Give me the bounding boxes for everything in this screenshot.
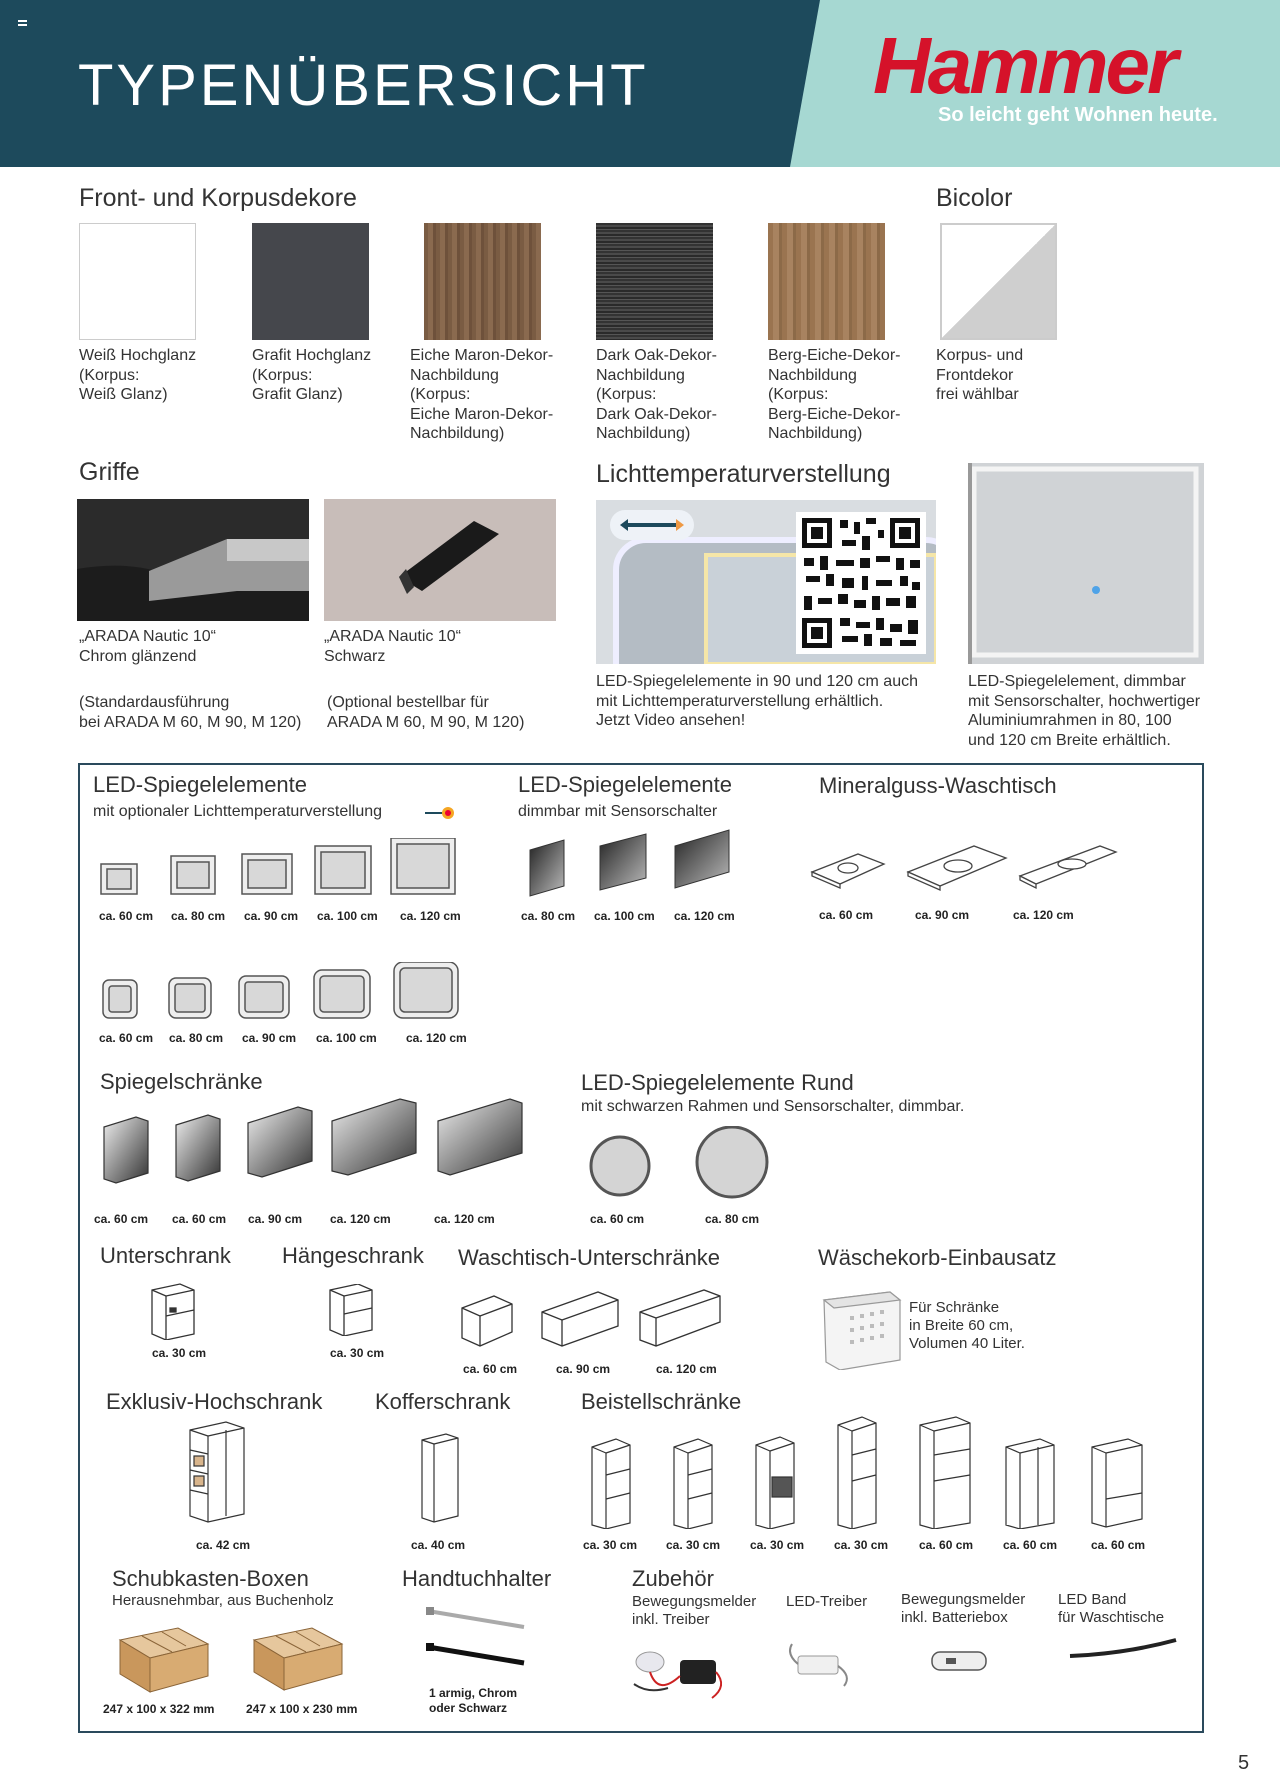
swatch-dark-oak bbox=[596, 223, 713, 340]
size-label: ca. 90 cm bbox=[242, 1031, 297, 1045]
size-label: ca. 80 cm bbox=[521, 909, 576, 923]
schubkasten-title: Schubkasten-Boxen bbox=[112, 1566, 309, 1591]
size-label: ca. 80 cm bbox=[171, 909, 226, 923]
unterschrank-title: Unterschrank bbox=[100, 1243, 231, 1268]
size-label: ca. 120 cm bbox=[656, 1362, 717, 1376]
kofferschrank-icon bbox=[420, 1432, 460, 1524]
griff-schwarz-photo bbox=[324, 499, 556, 621]
bewegungsmelder-batteriebox-icon bbox=[928, 1648, 992, 1676]
size-label: ca. 120 cm bbox=[406, 1031, 467, 1045]
led2-title: LED-Spiegelelemente bbox=[518, 772, 733, 797]
size-label: ca. 60 cm bbox=[463, 1362, 518, 1376]
rund-subtitle: mit schwarzen Rahmen und Sensorschalter, dimmbar. bbox=[581, 1098, 965, 1115]
dekor-label: Weiß Hochglanz (Korpus: Weiß Glanz) bbox=[79, 347, 197, 403]
slogan: So leicht geht Wohnen heute. bbox=[938, 104, 1218, 126]
bewegungsmelder-treiber-icon bbox=[628, 1636, 732, 1704]
led-spiegel-text: LED-Spiegelelement, dimmbar mit Sensorschalter, hochwertiger Aluminiumrahmen in 80, 100 und 120 cm Breite erhältlich. bbox=[968, 673, 1201, 749]
size-label: ca. 30 cm bbox=[330, 1346, 385, 1360]
size-label: ca. 30 cm bbox=[834, 1538, 889, 1552]
haengeschrank-title: Hängeschrank bbox=[282, 1243, 424, 1268]
griff-label: „ARADA Nautic 10“ Chrom glänzend bbox=[79, 628, 216, 665]
size-label: ca. 120 cm bbox=[330, 1212, 391, 1226]
led-treiber-icon bbox=[784, 1640, 854, 1690]
zubehoer-item: Bewegungsmelder inkl. Treiber bbox=[632, 1593, 757, 1628]
led2-mirrors bbox=[528, 828, 733, 898]
bicolor-title: Bicolor bbox=[936, 184, 1013, 212]
led1-row2-mirrors bbox=[96, 962, 476, 1024]
led1-row1-mirrors bbox=[96, 838, 476, 900]
menu-icon[interactable] bbox=[18, 20, 27, 26]
hammer-logo: Hammer bbox=[873, 21, 1176, 110]
size-label: ca. 60 cm bbox=[1003, 1538, 1058, 1552]
size-label: ca. 60 cm bbox=[94, 1212, 149, 1226]
mineral-waschtisch-icons bbox=[810, 838, 1122, 894]
size-label: ca. 100 cm bbox=[316, 1031, 377, 1045]
griff-chrom-photo bbox=[77, 499, 309, 621]
size-label: ca. 90 cm bbox=[556, 1362, 611, 1376]
beistell-title: Beistellschränke bbox=[581, 1389, 742, 1414]
page-number: 5 bbox=[1238, 1752, 1250, 1774]
size-label: ca. 30 cm bbox=[750, 1538, 805, 1552]
hochschrank-title: Exklusiv-Hochschrank bbox=[106, 1389, 323, 1414]
spiegelschrank-icons bbox=[98, 1097, 528, 1187]
size-label: ca. 120 cm bbox=[1013, 908, 1074, 922]
waeschekorb-icon bbox=[820, 1290, 904, 1370]
griff-label: „ARADA Nautic 10“ Schwarz bbox=[324, 628, 461, 665]
size-label: ca. 60 cm bbox=[1091, 1538, 1146, 1552]
swatch-weiss bbox=[79, 223, 196, 340]
griffe-title: Griffe bbox=[79, 458, 140, 486]
bicolor-label: Korpus- und Frontdekor frei wählbar bbox=[936, 347, 1024, 403]
unterschrank-icon bbox=[150, 1282, 196, 1340]
griff-note: (Standardausführung bei ARADA M 60, M 90, M 120) bbox=[79, 694, 302, 731]
size-label: ca. 40 cm bbox=[411, 1538, 466, 1552]
size-label: ca. 90 cm bbox=[248, 1212, 303, 1226]
size-label: ca. 42 cm bbox=[196, 1538, 251, 1552]
schubkasten-subtitle: Herausnehmbar, aus Buchenholz bbox=[112, 1592, 334, 1609]
haengeschrank-icon bbox=[328, 1284, 374, 1336]
size-label: ca. 120 cm bbox=[434, 1212, 495, 1226]
swatch-berg-eiche bbox=[768, 223, 885, 340]
handtuch-text: 1 armig, Chrom oder Schwarz bbox=[429, 1686, 518, 1715]
dekore-title: Front- und Korpusdekore bbox=[79, 184, 357, 212]
rund-mirror-icons bbox=[588, 1126, 770, 1202]
waeschekorb-text: Für Schränke in Breite 60 cm, Volumen 40 Liter. bbox=[909, 1299, 1025, 1352]
size-label: ca. 30 cm bbox=[666, 1538, 721, 1552]
light-temperature-icon bbox=[421, 805, 455, 821]
size-label: 247 x 100 x 322 mm bbox=[103, 1702, 215, 1716]
size-label: ca. 30 cm bbox=[583, 1538, 638, 1552]
size-label: ca. 60 cm bbox=[172, 1212, 227, 1226]
zubehoer-item: Bewegungsmelder inkl. Batteriebox bbox=[901, 1591, 1026, 1626]
size-label: ca. 60 cm bbox=[99, 909, 154, 923]
swatch-grafit bbox=[252, 223, 369, 340]
zubehoer-item: LED-Treiber bbox=[786, 1593, 868, 1610]
zubehoer-item: LED Band für Waschtische bbox=[1058, 1591, 1165, 1626]
size-label: ca. 80 cm bbox=[169, 1031, 224, 1045]
mineral-title: Mineralguss-Waschtisch bbox=[819, 773, 1057, 798]
size-label: ca. 60 cm bbox=[590, 1212, 645, 1226]
dekor-label: Grafit Hochglanz (Korpus: Grafit Glanz) bbox=[252, 347, 372, 403]
dekor-label: Eiche Maron-Dekor- Nachbildung (Korpus: Eiche Maron-Dekor- Nachbildung) bbox=[410, 347, 554, 442]
size-label: ca. 120 cm bbox=[400, 909, 461, 923]
kofferschrank-title: Kofferschrank bbox=[375, 1389, 511, 1414]
dekor-label: Dark Oak-Dekor- Nachbildung (Korpus: Dark Oak-Dekor- Nachbildung) bbox=[596, 347, 717, 442]
size-label: ca. 80 cm bbox=[705, 1212, 760, 1226]
handtuchhalter-icon bbox=[424, 1605, 530, 1675]
size-label: ca. 90 cm bbox=[244, 909, 299, 923]
size-label: ca. 30 cm bbox=[152, 1346, 207, 1360]
beistellschrank-icons bbox=[586, 1415, 1166, 1529]
waeschekorb-title: Wäschekorb-Einbausatz bbox=[818, 1245, 1057, 1270]
handtuch-title: Handtuchhalter bbox=[402, 1566, 552, 1591]
size-label: ca. 100 cm bbox=[594, 909, 655, 923]
led1-title: LED-Spiegelelemente bbox=[93, 772, 308, 797]
rund-title: LED-Spiegelelemente Rund bbox=[581, 1070, 854, 1095]
griff-note: (Optional bestellbar für ARADA M 60, M 90, M 120) bbox=[327, 694, 525, 731]
spiegelschraenke-title: Spiegelschränke bbox=[100, 1069, 263, 1094]
size-label: ca. 60 cm bbox=[919, 1538, 974, 1552]
dekor-label: Berg-Eiche-Dekor- Nachbildung (Korpus: Berg-Eiche-Dekor- Nachbildung) bbox=[768, 347, 901, 442]
led2-subtitle: dimmbar mit Sensorschalter bbox=[518, 803, 718, 820]
waschtisch-unterschrank-icons bbox=[460, 1286, 722, 1350]
size-label: ca. 100 cm bbox=[317, 909, 378, 923]
swatch-bicolor bbox=[940, 223, 1057, 340]
waschtischunter-title: Waschtisch-Unterschränke bbox=[458, 1245, 721, 1270]
page-title: TYPENÜBERSICHT bbox=[78, 53, 649, 118]
led-spiegel-photo bbox=[968, 463, 1204, 664]
swatch-eiche-maron bbox=[424, 223, 541, 340]
size-label: ca. 60 cm bbox=[819, 908, 874, 922]
size-label: 247 x 100 x 230 mm bbox=[246, 1702, 358, 1716]
led-band-icon bbox=[1068, 1636, 1180, 1664]
size-label: ca. 90 cm bbox=[915, 908, 970, 922]
licht-title: Lichttemperaturverstellung bbox=[596, 460, 891, 488]
size-label: ca. 120 cm bbox=[674, 909, 735, 923]
zubehoer-title: Zubehör bbox=[632, 1566, 714, 1591]
hochschrank-icon bbox=[186, 1420, 248, 1524]
size-label: ca. 60 cm bbox=[99, 1031, 154, 1045]
licht-video-thumbnail[interactable] bbox=[596, 500, 936, 664]
licht-text: LED-Spiegelelemente in 90 und 120 cm auch mit Lichttemperaturverstellung erhältlich. Jetzt Video ansehen! bbox=[596, 673, 918, 729]
schubkasten-icons bbox=[112, 1614, 378, 1696]
led1-subtitle: mit optionaler Lichttemperaturverstellung bbox=[93, 803, 383, 820]
